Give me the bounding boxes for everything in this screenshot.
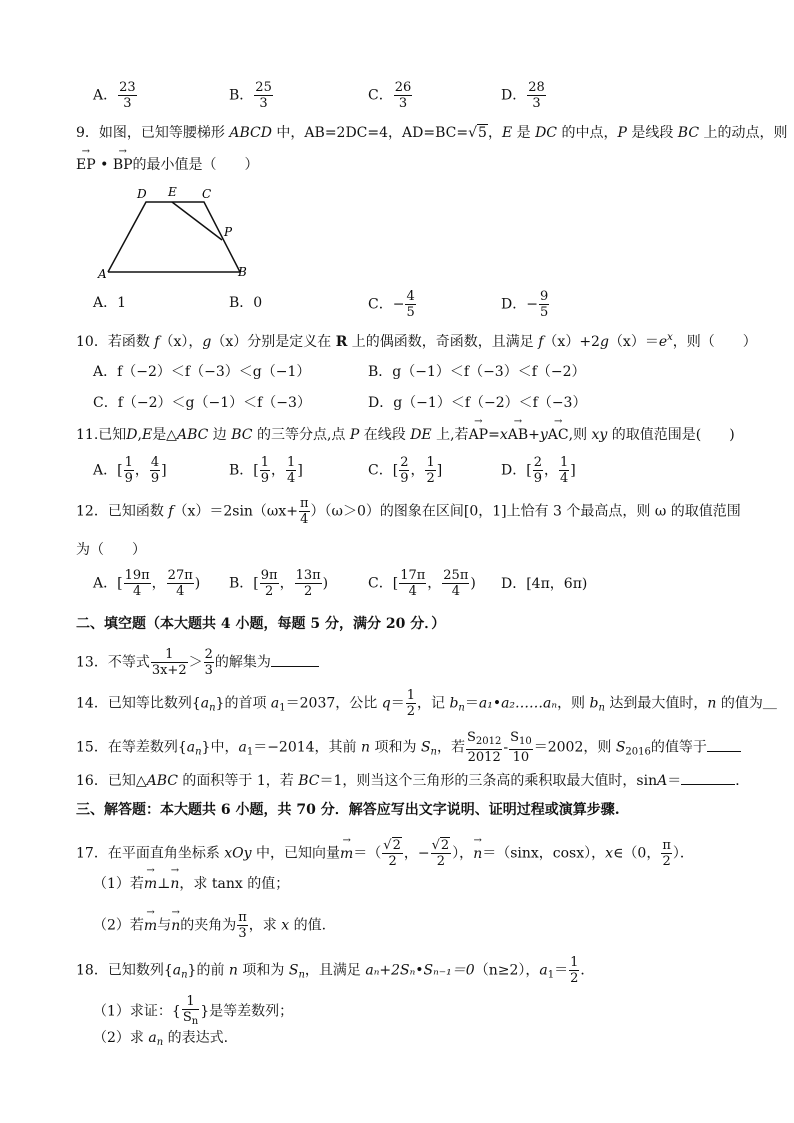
- q9-stem: 9．如图，已知等腰梯形 ABCD 中，AB=2DC=4，AD=BC=√5，E 是 DC 的中点，P 是线段 BC 上的动点，则: [76, 125, 788, 141]
- q15-stem: 15．在等差数列$\{a_n\}$中，$a_1=-2014$，其前 n 项和为 $S_n$，若 $\frac{S_{2012}}{2012}$ - $\frac{S_{10}}{10}$ ＝2002，则 $S_{2016}$的值等于: [76, 730, 741, 765]
- q10-option-c: C．f（−2）＜g（−1）＜f（−3）: [93, 395, 311, 411]
- q13-stem: 13．不等式 $\frac{1}{3x+2}$ ＞ $\frac{2}{3}$ 的解集为: [76, 647, 319, 678]
- label-c: C: [202, 187, 212, 201]
- q8-option-b: B． $\frac{25}{3}$: [229, 80, 272, 111]
- q10-option-d: D．g（−1）＜f（−2）＜f（−3）: [368, 395, 587, 411]
- q9-option-b: B．0: [229, 295, 263, 311]
- q12-option-d: D．[4π，6π): [501, 576, 588, 592]
- q12-option-c: C．[ $\frac{17\pi}{4}$ ， $\frac{25\pi}{4}$ ): [368, 568, 476, 599]
- q9-stem-2: → EP • → BP的最小值是（ ）: [76, 158, 259, 172]
- q14-stem: 14．已知等比数列$\{a_n\}$的首项 $a_1=2037$，公比 q＝ $\frac{1}{2}$ ，记 $b_n=a_1•a_2\dots\dots a_n$，则 $b_n$ 达到最大值时，n 的值为＿: [76, 688, 777, 719]
- q17-part-1: （1）若→ m⊥→ n，求 tanx 的值；: [93, 877, 289, 891]
- q8-option-c: C． $\frac{26}{3}$: [368, 80, 412, 111]
- q11-option-d: D．[ $\frac{2}{9}$ ， $\frac{1}{4}$ ]: [501, 455, 576, 486]
- q12-stem: 12．已知函数 f（x）＝2sin（ωx+ $\frac{\pi}{4}$ ）（ω＞0）的图象在区间[0，1]上恰有 3 个最高点，则 ω 的取值范围: [76, 496, 741, 527]
- q11-option-a: A．[ $\frac{1}{9}$ ， $\frac{4}{9}$ ]: [93, 455, 167, 486]
- q12-option-a: A．[ $\frac{19\pi}{4}$ ， $\frac{27\pi}{4}$ ): [93, 568, 201, 599]
- label-a: A: [98, 267, 107, 280]
- q11-option-b: B．[ $\frac{1}{9}$ ， $\frac{1}{4}$ ]: [229, 455, 303, 486]
- q9-option-d: D．− $\frac{9}{5}$: [501, 289, 549, 320]
- label-d: D: [137, 187, 147, 201]
- q17-part-2: （2）若→ m与→ n的夹角为 $\frac{\pi}{3}$ ，求 x 的值.: [93, 910, 326, 941]
- q8-option-d: D． $\frac{28}{3}$: [501, 80, 545, 111]
- section-fill-in-heading: 二、填空题（本大题共 4 小题，每题 5 分，满分 20 分．）: [76, 616, 446, 632]
- section-answer-heading: 三、解答题：本大题共 6 小题，共 70 分．解答应写出文字说明、证明过程或演算步骤.: [76, 802, 620, 818]
- q10-stem: 10．若函数 f（x），g（x）分别是定义在 R 上的偶函数，奇函数，且满足 $f(x)+2g(x)=e^x$，则（ ）: [76, 332, 757, 350]
- trapezoid-outline: [108, 202, 240, 272]
- q9-option-c: C．− $\frac{4}{5}$: [368, 289, 415, 320]
- q18-stem: 18．已知数列$\{a_n\}$的前 n 项和为 $S_n$，且满足 aₙ+2Sₙ•Sₙ₋₁＝0（n≥2），$a_1=$ $\frac{1}{2}$ ．: [76, 955, 595, 986]
- q12-option-b: B．[ $\frac{9\pi}{2}$ ， $\frac{13\pi}{2}$ ): [229, 568, 329, 599]
- q11-option-c: C．[ $\frac{2}{9}$ ， $\frac{1}{2}$ ]: [368, 455, 443, 486]
- q16-stem: 16．已知△ABC 的面积等于 1，若 BC＝1，则当这个三角形的三条高的乘积取最大值时，sinA＝ ．: [76, 773, 750, 789]
- q11-stem: 11.已知D,E是△ABC 边 BC 的三等分点,点 P 在线段 DE 上,若→ AP=x→ AB+y→ AC,则 xy 的取值范围是( ): [76, 428, 735, 442]
- q17-stem: 17．在平面直角坐标系 xOy 中，已知向量→ m＝（ $\frac{√2}{2}$ ，− $\frac{√2}{2}$ ），→ n＝（sinx，cosx），x∈（0， $\frac{\pi}{2}$ ）．: [76, 838, 694, 869]
- q10-option-a: A．f（−2）＜f（−3）＜g（−1）: [93, 364, 311, 380]
- label-e: E: [168, 185, 177, 199]
- q12-stem-2: 为（ ）: [76, 542, 146, 558]
- q18-part-1: （1）求证：{ $\frac{1}{S_n}$ }是等差数列；: [93, 994, 294, 1027]
- trapezoid-figure: [92, 180, 262, 280]
- q9-option-a: A．1: [93, 295, 127, 311]
- q10-option-b: B．g（−1）＜f（−3）＜f（−2）: [368, 364, 586, 380]
- label-b: B: [238, 265, 247, 279]
- label-p: P: [224, 225, 233, 239]
- q8-option-a: A． $\frac{23}{3}$: [93, 80, 136, 111]
- q18-part-2: （2）求 $a_n$ 的表达式.: [93, 1030, 229, 1048]
